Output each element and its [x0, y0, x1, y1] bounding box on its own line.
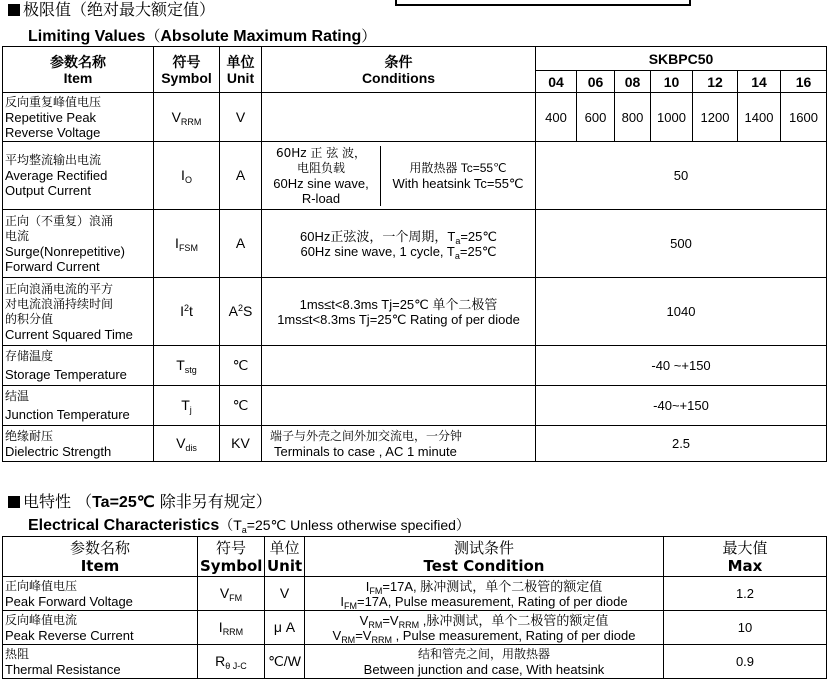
- symbol-cell: $V_{FM}$: [198, 577, 265, 611]
- unit-cell: V: [265, 577, 305, 611]
- max-value-cell: 1.2: [664, 577, 827, 611]
- header-part-number: SKBPC50: [536, 47, 827, 71]
- header-unit: 单位 Unit: [265, 537, 305, 577]
- condition-sine-wave: 60Hz 正 弦 波， 电阻负载 60Hz sine wave, R-load: [262, 146, 381, 206]
- unit-cell: μ A: [265, 611, 305, 645]
- item-cell: 平均整流输出电流 Average Rectified Output Current: [3, 142, 154, 210]
- condition-heatsink: 用散热器 Tc=55℃ With heatsink Tc=55℃: [392, 160, 524, 191]
- symbol-cell: $I_{RRM}$: [198, 611, 265, 645]
- symbol-cell: $I^2t$: [154, 278, 220, 346]
- value-cell: 1040: [536, 278, 827, 346]
- item-cell: 正向浪涌电流的平方 对电流浪涌持续时间 的积分值 Current Squared Time: [3, 278, 154, 346]
- electrical-title-en: Electrical $Characteristics(T_a=25℃$ Unless otherwise specified）: [28, 517, 470, 535]
- header-symbol: 符号 Symbol: [198, 537, 265, 577]
- value-cell: 1200: [693, 93, 738, 142]
- limiting-values-table: [2, 46, 827, 462]
- conditions-cell: [262, 386, 536, 426]
- item-cell: 存储温度 Storage Temperature: [3, 346, 154, 386]
- unit-cell: A: [220, 210, 262, 278]
- value-cell: 50: [536, 142, 827, 210]
- unit-cell: A: [220, 142, 262, 210]
- grade-12: 12: [693, 71, 738, 93]
- table-row: [3, 142, 827, 210]
- electrical-title-cn: 电特性 （Ta=25℃ 除非另有规定）: [8, 492, 272, 513]
- unit-cell: ℃: [220, 346, 262, 386]
- grade-04: 04: [536, 71, 577, 93]
- symbol-cell: $I_{FSM}$: [154, 210, 220, 278]
- conditions-cell: 1ms≤t<8.3ms Tj=25℃ 单个二极管 1ms≤t<8.3ms Tj=25℃ Rating of per diode: [262, 278, 536, 346]
- conditions-cell: 60Hz正弦波，一个周期，$T_a=25℃$ 60Hz sine wave, 1 cycle, $T_a=25℃$: [262, 210, 536, 278]
- value-cell: 800: [615, 93, 651, 142]
- electrical-characteristics-table: [2, 536, 827, 679]
- top-box-fragment: [395, 0, 691, 6]
- grade-10: 10: [651, 71, 693, 93]
- table-row: [3, 93, 827, 142]
- table-row: [3, 426, 827, 462]
- conditions-cell: 结和管壳之间，用散热器 Between junction and case, With heatsink: [305, 645, 664, 679]
- grade-08: 08: [615, 71, 651, 93]
- table-row: [3, 577, 827, 611]
- grade-16: 16: [781, 71, 827, 93]
- conditions-cell: [262, 142, 536, 210]
- symbol-cell: $T_{stg}$: [154, 346, 220, 386]
- item-cell: 绝缘耐压 Dielectric Strength: [3, 426, 154, 462]
- header-item: 参数名称 Item: [3, 47, 154, 93]
- limiting-title-cn: 极限值（绝对最大额定值）: [8, 0, 215, 20]
- value-cell: 400: [536, 93, 577, 142]
- unit-cell: KV: [220, 426, 262, 462]
- conditions-cell: $I_{FM}=17A$, 脉冲测试，单个二极管的额定值 $I_{FM}=17A$, Pulse measurement, Rating of per diode: [305, 577, 664, 611]
- value-cell: 1400: [738, 93, 781, 142]
- table-row: [3, 210, 827, 278]
- table-row: [3, 346, 827, 386]
- value-cell: 500: [536, 210, 827, 278]
- conditions-cell: $V_{RM}=V_{RRM}$ ,脉冲测试，单个二极管的额定值 $V_{RM}=V_{RRM}$ , Pulse measurement, Rating of per diode: [305, 611, 664, 645]
- value-cell: -40~+150: [536, 386, 827, 426]
- value-cell: -40 ~+150: [536, 346, 827, 386]
- table-row: [3, 386, 827, 426]
- unit-cell: ℃/W: [265, 645, 305, 679]
- item-cell: 正向（不重复）浪涌 电流 Surge(Nonrepetitive) Forward Current: [3, 210, 154, 278]
- header-symbol: 符号 Symbol: [154, 47, 220, 93]
- value-cell: 2.5: [536, 426, 827, 462]
- table-row: [3, 645, 827, 679]
- limiting-title-en: Limiting Values（Absolute Maximum Rating）: [28, 27, 377, 45]
- value-cell: 1600: [781, 93, 827, 142]
- table-row: [3, 611, 827, 645]
- conditions-cell: 端子与外壳之间外加交流电，一分钟 Terminals to case , AC 1 minute: [262, 426, 536, 462]
- conditions-cell: [262, 93, 536, 142]
- conditions-cell: [262, 346, 536, 386]
- item-cell: 反向重复峰值电压 Repetitive Peak Reverse Voltage: [3, 93, 154, 142]
- header-unit: 单位 Unit: [220, 47, 262, 93]
- symbol-cell: $V_{RRM}$: [154, 93, 220, 142]
- item-cell: 结温 Junction Temperature: [3, 386, 154, 426]
- item-cell: 反向峰值电流 Peak Reverse Current: [3, 611, 198, 645]
- value-cell: 1000: [651, 93, 693, 142]
- max-value-cell: 10: [664, 611, 827, 645]
- max-value-cell: 0.9: [664, 645, 827, 679]
- header-item: 参数名称 Item: [3, 537, 198, 577]
- symbol-cell: $R_{\theta J-C}$: [198, 645, 265, 679]
- header-max: 最大值 Max: [664, 537, 827, 577]
- unit-cell: V: [220, 93, 262, 142]
- square-bullet-icon: [8, 4, 20, 16]
- header-test-condition: 测试条件 Test Condition: [305, 537, 664, 577]
- unit-cell: $A^2S$: [220, 278, 262, 346]
- table-row: [3, 278, 827, 346]
- item-cell: 热阻 Thermal Resistance: [3, 645, 198, 679]
- grade-14: 14: [738, 71, 781, 93]
- square-bullet-icon: [8, 496, 20, 508]
- symbol-cell: $I_O$: [154, 142, 220, 210]
- item-cell: 正向峰值电压 Peak Forward Voltage: [3, 577, 198, 611]
- symbol-cell: $T_j$: [154, 386, 220, 426]
- unit-cell: ℃: [220, 386, 262, 426]
- symbol-cell: $V_{dis}$: [154, 426, 220, 462]
- grade-06: 06: [577, 71, 615, 93]
- value-cell: 600: [577, 93, 615, 142]
- header-conditions: 条件 Conditions: [262, 47, 536, 93]
